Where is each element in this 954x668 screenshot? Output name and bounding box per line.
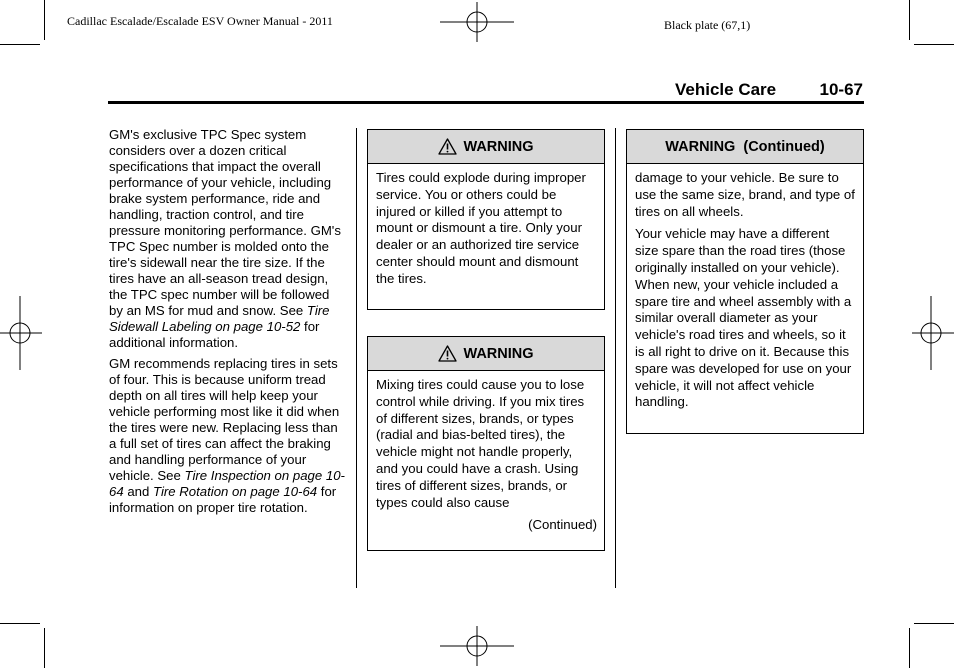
- warning-title: WARNING: [463, 345, 534, 362]
- paragraph-replacement: GM recommends replacing tires in sets of four. This is because uniform tread depth on all tires will help keep your vehicle performing most like it did when the tires were new. Replacing less than a full set of tires can affect the braking and handling performance of your vehicle. See Tire Inspection on page 10-64 and Tire Rotation on page 10-64 for information on proper tire rotation.: [109, 356, 345, 515]
- warning-body: Mixing tires could cause you to lose control while driving. If you mix tires of different sizes, brands, or types (radial and bias-belted tires), the vehicle might not handle properly, and you could have a crash. Using tires of different sizes, brands, or types could also cause (Continued): [376, 377, 597, 533]
- registration-mark-icon: [912, 296, 954, 370]
- column-divider: [356, 128, 357, 588]
- registration-mark-icon: [0, 296, 42, 370]
- warning-body: Tires could explode during improper service. You or others could be injured or killed if you attempt to mount or dismount a tire. Only your dealer or an authorized tire service center should mount and dismount the tires.: [376, 170, 586, 286]
- warning-box-continued: [626, 129, 864, 434]
- crop-mark: [0, 44, 40, 45]
- crop-mark: [914, 623, 954, 624]
- registration-mark-icon: [440, 626, 514, 666]
- warning-box: [367, 129, 605, 310]
- warning-header: [627, 130, 863, 164]
- continued-label: (Continued): [528, 517, 597, 533]
- warning-body: damage to your vehicle. Be sure to use the same size, brand, and type of tires on all wheels. Your vehicle may have a different size spare than the road tires (those originally installed on your vehicle). When new, your vehicle included a spare tire and wheel assembly with a similar overall diameter as your vehicle's road tires and wheels, so it is all right to drive on it. Because this spare was developed for use on your vehicle, it will not affect vehicle handling.: [635, 170, 855, 410]
- crop-mark: [44, 0, 45, 40]
- page-number: 10-67: [819, 80, 863, 99]
- crop-mark: [0, 623, 40, 624]
- section-title: Vehicle Care: [675, 80, 777, 99]
- warning-header: [368, 130, 604, 164]
- paragraph-tpc-spec: GM's exclusive TPC Spec system considers over a dozen critical specifications that impact the overall performance of your vehicle, including brake system performance, ride and handling, traction control, and tire pressure monitoring performance. GM's TPC Spec number is molded onto the tire's sidewall near the tire size. If the tires have an all-season tread design, the TPC spec number will be followed by an MS for mud and snow. See Tire Sidewall Labeling on page 10-52 for additional information.: [109, 127, 341, 350]
- registration-mark-icon: [440, 2, 514, 42]
- crop-mark: [914, 44, 954, 45]
- manual-title: Cadillac Escalade/Escalade ESV Owner Manual - 2011: [67, 14, 333, 28]
- warning-header: [368, 337, 604, 371]
- cross-reference[interactable]: Tire Rotation on page 10-64: [153, 484, 318, 499]
- warning-box: [367, 336, 605, 551]
- crop-mark: [44, 628, 45, 668]
- cross-reference[interactable]: Tire Sidewall Labeling on page 10-52: [109, 303, 330, 334]
- cross-reference[interactable]: Tire Inspection on page 10-64: [109, 468, 345, 499]
- warning-triangle-icon: [438, 138, 457, 155]
- warning-title: WARNING: [463, 138, 534, 155]
- left-column: [109, 127, 345, 516]
- column-divider: [615, 128, 616, 588]
- plate-label: Black plate (67,1): [664, 18, 751, 32]
- crop-mark: [909, 0, 910, 40]
- header-rule: [108, 101, 864, 104]
- crop-mark: [909, 628, 910, 668]
- warning-title: WARNING (Continued): [665, 138, 825, 155]
- warning-triangle-icon: [438, 345, 457, 362]
